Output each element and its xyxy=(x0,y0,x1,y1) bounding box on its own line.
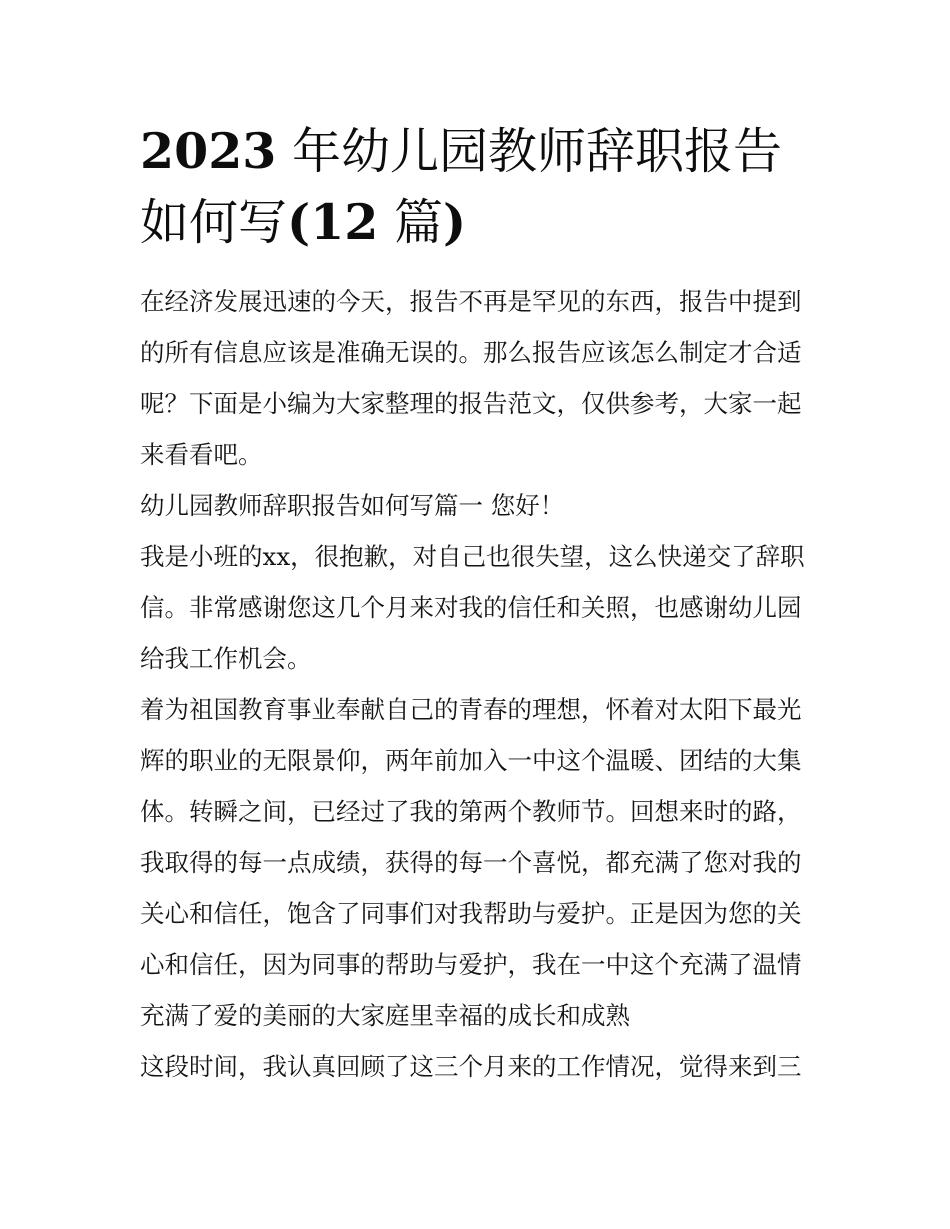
title-year: 2023 xyxy=(140,122,277,180)
body-paragraph: 这段时间，我认真回顾了这三个月来的工作情况，觉得来到三 xyxy=(140,1052,802,1081)
title-count-close: ) xyxy=(442,193,467,251)
document-title xyxy=(140,116,820,258)
body-paragraph: 着为祖国教育事业奉献自己的青春的理想，怀着对太阳下最光辉的职业的无限景仰，两年前加入一中这个温暖、团结的大集体。转瞬之间，已经过了我的第两个教师节。回想来时的路，我取得的每一点成绩，获得的每一个喜悦，都充满了您对我的关心和信任，饱含了同事们对我帮助与爱护。正是因为您的关心和信任，因为同事的帮助与爱护，我在一中这个充满了温情充满了爱的美丽的大家庭里幸福的成长和成熟 xyxy=(140,695,802,1030)
body-paragraph: 我是小班的xx，很抱歉，对自己也很失望，这么快递交了辞职信。非常感谢您这几个月来对我的信任和关照，也感谢幼儿园给我工作机会。 xyxy=(140,542,805,673)
title-main-text: 年幼儿园教师辞职报告如何写 xyxy=(140,123,782,251)
title-count-unit: 篇 xyxy=(378,194,443,251)
title-count-open: (12 xyxy=(287,193,379,251)
document-body xyxy=(140,276,820,1092)
intro-paragraph: 在经济发展迅速的今天，报告不再是罕见的东西，报告中提到的所有信息应该是准确无误的。那么报告应该怎么制定才合适呢？下面是小编为大家整理的报告范文，仅供参考，大家一起来看看吧。 xyxy=(140,287,802,469)
section-heading-paragraph: 幼儿园教师辞职报告如何写篇一 您好！ xyxy=(140,491,565,520)
